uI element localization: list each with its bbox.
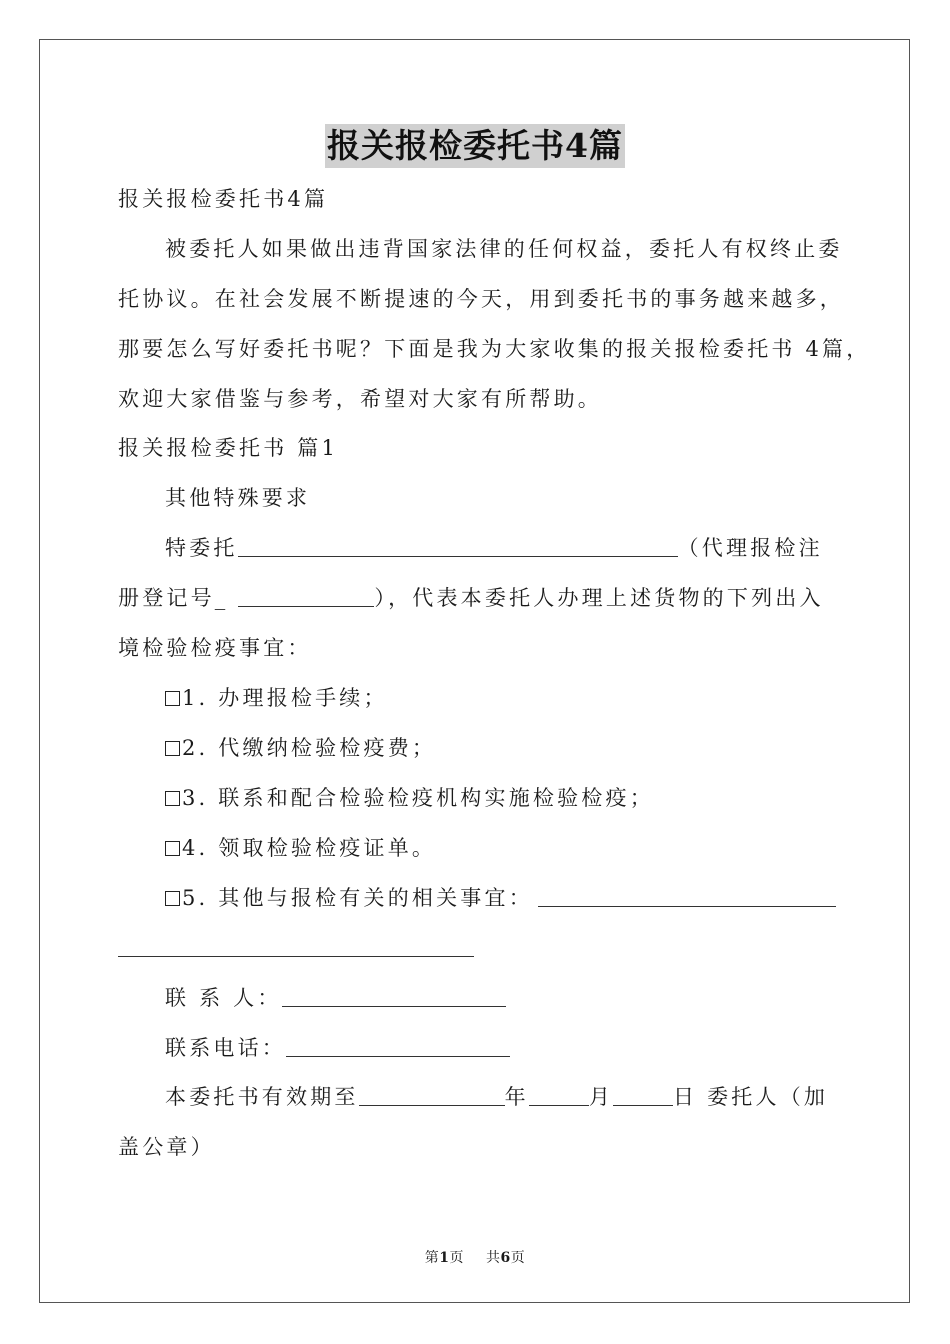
checklist-item-label: 2. 代缴纳检验检疫费； bbox=[182, 736, 437, 760]
checklist-item[interactable] bbox=[165, 683, 388, 713]
contact-person-label: 联 系 人： bbox=[165, 986, 282, 1010]
year-blank[interactable] bbox=[359, 1083, 505, 1106]
title-block bbox=[0, 124, 950, 168]
other-matters-blank[interactable] bbox=[538, 906, 836, 907]
checklist-item[interactable] bbox=[165, 733, 436, 763]
registration-label: 册登记号_ bbox=[118, 586, 239, 610]
entrust-prefix: 特委托 bbox=[165, 536, 238, 560]
intro-line-2: 托协议。在社会发展不断提速的今天，用到委托书的事务越来越多， bbox=[118, 287, 844, 311]
page-border bbox=[39, 39, 910, 1303]
checklist-item[interactable] bbox=[165, 883, 533, 913]
document-title: 报关报检委托书4篇 bbox=[325, 124, 625, 168]
checklist-item-label: 5. 其他与报检有关的相关事宜： bbox=[182, 886, 533, 910]
day-blank[interactable] bbox=[613, 1083, 673, 1106]
entrust-suffix: （代理报检注 bbox=[677, 536, 823, 560]
checklist-item-label: 4. 领取检验检疫证单。 bbox=[182, 836, 437, 860]
month-label: 月 bbox=[588, 1085, 614, 1109]
contact-person-row bbox=[165, 983, 506, 1013]
page-prefix: 第 bbox=[424, 1250, 440, 1266]
checklist-item-label: 3. 联系和配合检验检疫机构实施检验检疫； bbox=[182, 786, 654, 810]
validity-line-1 bbox=[165, 1082, 828, 1112]
validity-line-2: 盖公章） bbox=[118, 1135, 215, 1159]
contact-phone-blank[interactable] bbox=[286, 1034, 510, 1057]
page-suffix: 页 bbox=[449, 1250, 464, 1266]
contact-phone-row bbox=[165, 1033, 510, 1063]
document-subtitle: 报关报检委托书4篇 bbox=[118, 187, 329, 211]
total-suffix: 页 bbox=[510, 1250, 526, 1266]
validity-prefix: 本委托书有效期至 bbox=[165, 1085, 359, 1109]
intro-line-4: 欢迎大家借鉴与参考，希望对大家有所帮助。 bbox=[118, 387, 602, 411]
entrust-line-3: 境检验检疫事宜： bbox=[118, 636, 312, 660]
principal-label: 委托人（加 bbox=[707, 1085, 829, 1109]
checkbox-icon[interactable] bbox=[165, 791, 180, 806]
checklist-item-label: 1. 办理报检手续； bbox=[182, 686, 388, 710]
checkbox-icon[interactable] bbox=[165, 691, 180, 706]
contact-person-blank[interactable] bbox=[282, 984, 506, 1007]
day-label: 日 bbox=[673, 1085, 698, 1109]
year-label: 年 bbox=[504, 1085, 529, 1109]
intro-line-3: 那要怎么写好委托书呢？下面是我为大家收集的报关报检委托书 4篇， bbox=[118, 337, 871, 361]
page-number: 1 bbox=[439, 1250, 450, 1266]
checkbox-icon[interactable] bbox=[165, 741, 180, 756]
other-requirements: 其他特殊要求 bbox=[165, 486, 311, 510]
registration-number-blank[interactable] bbox=[238, 584, 374, 607]
other-matters-blank-continued[interactable] bbox=[118, 956, 474, 957]
entrust-line-2 bbox=[118, 583, 824, 613]
page-footer bbox=[0, 1247, 950, 1267]
total-prefix: 共 bbox=[486, 1250, 501, 1266]
entrust-line-1 bbox=[165, 533, 823, 563]
entrust-line-2-suffix: ），代表本委托人办理上述货物的下列出入 bbox=[374, 586, 824, 610]
total-pages: 6 bbox=[500, 1250, 511, 1266]
checkbox-icon[interactable] bbox=[165, 841, 180, 856]
contact-phone-label: 联系电话： bbox=[165, 1036, 286, 1060]
month-blank[interactable] bbox=[529, 1083, 589, 1106]
checklist-item[interactable] bbox=[165, 783, 654, 813]
checklist-item[interactable] bbox=[165, 833, 436, 863]
section-heading: 报关报检委托书 篇1 bbox=[118, 436, 339, 460]
agent-name-blank[interactable] bbox=[238, 534, 678, 557]
intro-line-1: 被委托人如果做出违背国家法律的任何权益，委托人有权终止委 bbox=[165, 237, 843, 261]
checkbox-icon[interactable] bbox=[165, 891, 180, 906]
